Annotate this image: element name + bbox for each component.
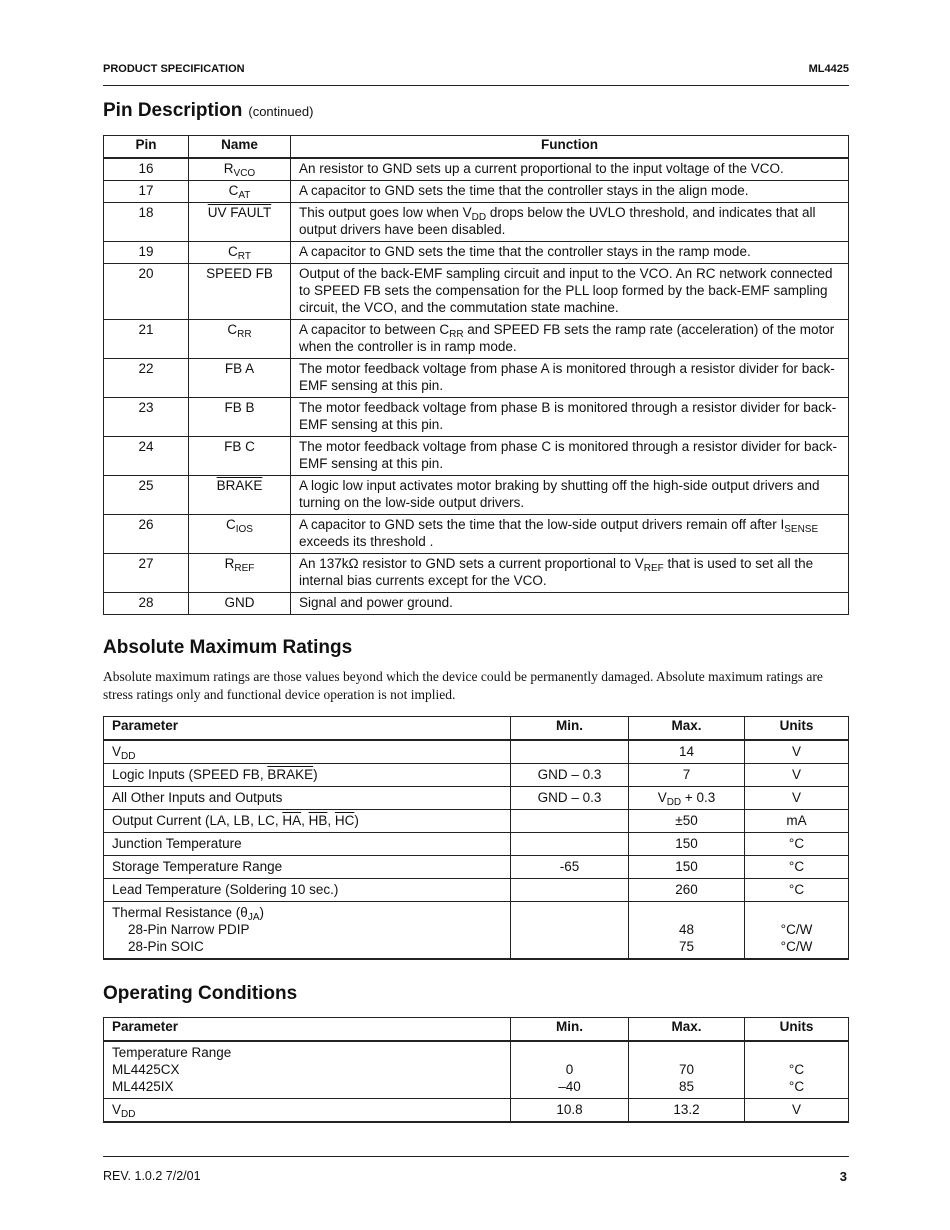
min-cell: [511, 879, 629, 902]
page-footer: [103, 1156, 849, 1183]
pin-description-subtitle: (continued): [248, 104, 314, 119]
max-cell: 7: [629, 764, 745, 787]
col-header-name: Name: [189, 136, 291, 159]
units-cell: °C: [745, 879, 849, 902]
param-cell: Storage Temperature Range: [104, 856, 511, 879]
pin-number: 22: [104, 359, 189, 398]
units-cell: °C: [745, 833, 849, 856]
table-row: [104, 1041, 849, 1099]
param-cell: All Other Inputs and Outputs: [104, 787, 511, 810]
param-cell: $V_{DD}$: [104, 740, 511, 764]
table-row: [104, 264, 849, 320]
pin-function: A capacitor to GND sets the time that the low-side output drivers remain off after $I_{SENSE}$ exceeds its threshold .: [291, 515, 849, 554]
pin-function: The motor feedback voltage from phase B is monitored through a resistor divider for back-EMF sensing at this pin.: [291, 398, 849, 437]
units-cell: V: [745, 764, 849, 787]
footer-revision: REV. 1.0.2 7/2/01: [103, 1169, 201, 1183]
min-cell: -65: [511, 856, 629, 879]
pin-name: $R_{VCO}$: [189, 158, 291, 181]
param-cell: Logic Inputs (SPEED FB, BRAKE): [104, 764, 511, 787]
pin-number: 26: [104, 515, 189, 554]
table-row: [104, 242, 849, 264]
pin-function: A capacitor to GND sets the time that the controller stays in the ramp mode.: [291, 242, 849, 264]
col-header-pin: Pin: [104, 136, 189, 159]
col-header-min: Min.: [511, 1018, 629, 1042]
pin-name: SPEED FB: [189, 264, 291, 320]
pin-number: 20: [104, 264, 189, 320]
max-cell: $V_{DD} + 0.3$: [629, 787, 745, 810]
pin-name: UV FAULT: [189, 203, 291, 242]
col-header-parameter: Parameter: [104, 717, 511, 741]
pin-name: GND: [189, 593, 291, 615]
min-cell: [511, 833, 629, 856]
table-row: [104, 902, 849, 960]
min-cell: [511, 740, 629, 764]
max-cell: ±50: [629, 810, 745, 833]
min-cell: [511, 902, 629, 960]
amr-title: Absolute Maximum Ratings: [103, 637, 353, 658]
pin-name: FB C: [189, 437, 291, 476]
table-row: [104, 437, 849, 476]
amr-table-header: [104, 717, 849, 741]
amr-description: Absolute maximum ratings are those values beyond which the device could be permanently damaged. Absolute maximum ratings are stress ratings only and functional device operation is not implied.: [103, 669, 823, 702]
table-row: [104, 764, 849, 787]
col-header-parameter: Parameter: [104, 1018, 511, 1042]
pin-function: A logic low input activates motor braking by shutting off the high-side output drivers and turning on the low-side output drivers.: [291, 476, 849, 515]
op-table-header: [104, 1018, 849, 1042]
pin-function: A capacitor to between $C_{RR}$ and SPEED FB sets the ramp rate (acceleration) of the motor when the controller is in ramp mode.: [291, 320, 849, 359]
col-header-max: Max.: [629, 717, 745, 741]
pin-number: 17: [104, 181, 189, 203]
pin-name: $C_{IOS}$: [189, 515, 291, 554]
min-cell: [511, 810, 629, 833]
pin-function: The motor feedback voltage from phase C is monitored through a resistor divider for back-EMF sensing at this pin.: [291, 437, 849, 476]
col-header-max: Max.: [629, 1018, 745, 1042]
pin-number: 16: [104, 158, 189, 181]
col-header-function: Function: [291, 136, 849, 159]
table-row: [104, 856, 849, 879]
max-cell: 13.2: [629, 1099, 745, 1123]
min-cell: GND – 0.3: [511, 787, 629, 810]
pin-number: 23: [104, 398, 189, 437]
pin-name: $C_{AT}$: [189, 181, 291, 203]
table-row: [104, 320, 849, 359]
pin-number: 28: [104, 593, 189, 615]
pin-function: An resistor to GND sets up a current proportional to the input voltage of the VCO.: [291, 158, 849, 181]
min-cell: 0 –40: [511, 1041, 629, 1099]
pin-number: 24: [104, 437, 189, 476]
pin-number: 18: [104, 203, 189, 242]
table-row: [104, 787, 849, 810]
pin-function: The motor feedback voltage from phase A is monitored through a resistor divider for back-EMF sensing at this pin.: [291, 359, 849, 398]
pin-name: $C_{RR}$: [189, 320, 291, 359]
operating-conditions-table: [103, 1017, 849, 1123]
pin-name: FB A: [189, 359, 291, 398]
pin-function: Signal and power ground.: [291, 593, 849, 615]
table-row: [104, 554, 849, 593]
param-cell: Temperature Range ML4425CX ML4425IX: [104, 1041, 511, 1099]
header-left: PRODUCT SPECIFICATION: [103, 63, 245, 75]
table-row: [104, 1099, 849, 1123]
units-cell: °C °C: [745, 1041, 849, 1099]
pin-function: Output of the back-EMF sampling circuit and input to the VCO. An RC network connected to SPEED FB sets the compensation for the PLL loop formed by the back-EMF sampling circuit, the VCO, and the commutation state machine.: [291, 264, 849, 320]
table-row: [104, 476, 849, 515]
units-cell: mA: [745, 810, 849, 833]
param-cell: Junction Temperature: [104, 833, 511, 856]
table-row: [104, 515, 849, 554]
page-number: 3: [839, 1169, 847, 1184]
max-cell: 14: [629, 740, 745, 764]
pin-function: A capacitor to GND sets the time that the controller stays in the align mode.: [291, 181, 849, 203]
pin-name: FB B: [189, 398, 291, 437]
pin-table-header: [104, 136, 849, 159]
table-row: [104, 398, 849, 437]
col-header-units: Units: [745, 1018, 849, 1042]
table-row: [104, 593, 849, 615]
units-cell: V: [745, 1099, 849, 1123]
table-row: [104, 203, 849, 242]
max-cell: 150: [629, 833, 745, 856]
max-cell: 70 85: [629, 1041, 745, 1099]
col-header-min: Min.: [511, 717, 629, 741]
max-cell: 48 75: [629, 902, 745, 960]
param-cell: Output Current (LA, LB, LC, $\overline{HA}$, $\overline{HB}$, $\overline{HC}$): [104, 810, 511, 833]
units-cell: °C: [745, 856, 849, 879]
pin-number: 25: [104, 476, 189, 515]
pin-function: This output goes low when $V_{DD}$ drops below the UVLO threshold, and indicates that all output drivers have been disabled.: [291, 203, 849, 242]
table-row: [104, 158, 849, 181]
table-row: [104, 833, 849, 856]
table-row: [104, 359, 849, 398]
table-row: [104, 810, 849, 833]
col-header-units: Units: [745, 717, 849, 741]
max-cell: 260: [629, 879, 745, 902]
page-header: [103, 63, 849, 86]
param-cell: Thermal Resistance $(\theta_{JA})$ 28-Pin Narrow PDIP 28-Pin SOIC: [104, 902, 511, 960]
pin-name: $R_{REF}$: [189, 554, 291, 593]
table-row: [104, 879, 849, 902]
pin-table: [103, 135, 849, 615]
max-cell: 150: [629, 856, 745, 879]
pin-function: An 137kΩ resistor to GND sets a current proportional to $V_{REF}$ that is used to set all the internal bias currents except for the VCO.: [291, 554, 849, 593]
amr-table: [103, 716, 849, 960]
table-row: [104, 740, 849, 764]
param-cell: Lead Temperature (Soldering 10 sec.): [104, 879, 511, 902]
table-row: [104, 181, 849, 203]
pin-name: $C_{RT}$: [189, 242, 291, 264]
pin-name: BRAKE: [189, 476, 291, 515]
pin-description-title: Pin Description (continued): [103, 100, 314, 121]
min-cell: GND – 0.3: [511, 764, 629, 787]
units-cell: V: [745, 787, 849, 810]
pin-number: 19: [104, 242, 189, 264]
header-right: ML4425: [808, 63, 849, 75]
operating-conditions-title: Operating Conditions: [103, 983, 298, 1004]
pin-number: 21: [104, 320, 189, 359]
param-cell: $V_{DD}$: [104, 1099, 511, 1123]
units-cell: V: [745, 740, 849, 764]
min-cell: 10.8: [511, 1099, 629, 1123]
pin-number: 27: [104, 554, 189, 593]
units-cell: °C/W °C/W: [745, 902, 849, 960]
